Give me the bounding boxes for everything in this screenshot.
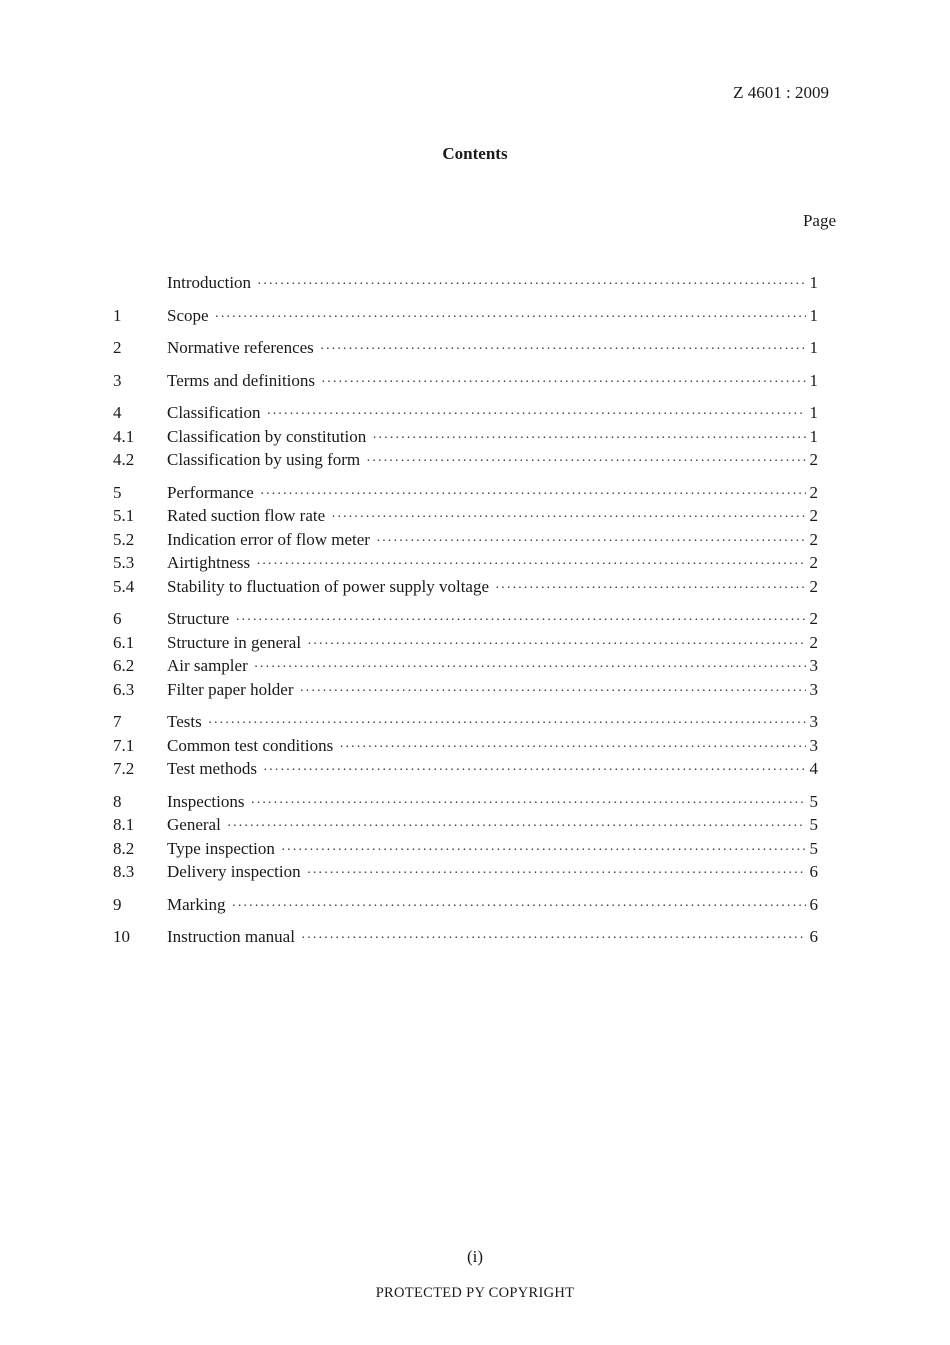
toc-entry-5-3[interactable] [113, 553, 818, 577]
toc-number: 6.2 [113, 656, 135, 675]
toc-leader [321, 375, 806, 391]
toc-number: 2 [113, 338, 122, 357]
toc-leader [281, 843, 806, 859]
toc-number: 8.3 [113, 862, 135, 881]
toc-label: Tests [167, 712, 202, 731]
toc-number: 9 [113, 894, 122, 914]
toc-number: 5.2 [113, 529, 135, 549]
toc-entry-4[interactable] [113, 403, 818, 427]
toc-page: 2 [809, 553, 818, 572]
toc-leader [266, 407, 806, 423]
toc-number: 7.1 [113, 735, 135, 755]
toc-leader [257, 277, 806, 293]
toc-label: Classification by constitution [167, 426, 367, 446]
toc-entry-5-2[interactable] [113, 530, 818, 554]
page-number: (i) [466, 1247, 484, 1266]
toc-leader [320, 342, 806, 358]
toc-page: 4 [809, 759, 818, 778]
toc-page: 3 [809, 656, 818, 675]
toc-label: Structure in general [167, 632, 302, 652]
toc-label: Marking [167, 894, 226, 914]
toc-entry-1[interactable] [113, 306, 818, 330]
toc-label: Introduction [167, 273, 252, 292]
toc-number: 6.1 [113, 632, 135, 652]
toc-entry-10[interactable] [113, 927, 818, 951]
toc-page: 1 [809, 370, 818, 390]
toc-page: 2 [809, 632, 818, 652]
toc-label: Filter paper holder [167, 679, 294, 699]
toc-number: 8 [113, 791, 122, 811]
toc-label: Scope [167, 305, 209, 325]
toc-leader [263, 763, 806, 779]
toc-entry-3[interactable] [113, 371, 818, 395]
toc-entry-6-3[interactable] [113, 680, 818, 704]
toc-page: 6 [809, 927, 818, 946]
toc-leader [254, 660, 806, 676]
toc-entry-7[interactable] [113, 712, 818, 736]
toc-leader [495, 581, 806, 597]
toc-leader [301, 931, 806, 947]
toc-leader [339, 740, 806, 756]
toc-entry-2[interactable] [113, 338, 818, 362]
toc-page: 2 [809, 529, 818, 549]
toc-entry-introduction[interactable] [113, 273, 818, 297]
toc-entry-8-2[interactable] [113, 839, 818, 863]
toc-leader [366, 454, 806, 470]
toc-label: Normative references [167, 338, 314, 357]
toc-entry-5-4[interactable] [113, 577, 818, 601]
toc-page: 5 [809, 815, 818, 834]
toc-number: 5 [113, 482, 122, 502]
toc-label: Delivery inspection [167, 862, 301, 881]
toc-number: 8.1 [113, 815, 135, 834]
toc-entry-4-2[interactable] [113, 450, 818, 474]
toc-label: Classification by using form [167, 450, 361, 469]
page-column-label: Page [802, 211, 836, 230]
document-id: Z 4601 : 2009 [733, 83, 829, 102]
toc-leader [260, 487, 806, 503]
toc-number: 6.3 [113, 679, 135, 699]
toc-page: 2 [809, 482, 818, 502]
toc-label: Classification [167, 403, 261, 422]
toc-page: 6 [809, 894, 818, 914]
toc-entry-6-1[interactable] [113, 633, 818, 657]
toc-label: Terms and definitions [167, 370, 316, 390]
toc-label: Indication error of flow meter [167, 529, 370, 549]
toc-leader [215, 310, 806, 326]
toc-page: 1 [809, 403, 818, 422]
toc-entry-7-2[interactable] [113, 759, 818, 783]
toc-entry-6[interactable] [113, 609, 818, 633]
toc-entry-7-1[interactable] [113, 736, 818, 760]
toc-leader [232, 899, 806, 915]
toc-label: Stability to fluctuation of power supply voltage [167, 576, 490, 596]
toc-page: 1 [809, 273, 818, 292]
toc-label: General [167, 815, 221, 834]
toc-leader [235, 613, 806, 629]
toc-page: 3 [809, 679, 818, 699]
toc-label: Structure [167, 609, 230, 628]
toc-number: 7 [113, 712, 122, 731]
toc-number: 4.1 [113, 426, 135, 446]
toc-label: Performance [167, 482, 254, 502]
toc-page: 6 [809, 862, 818, 881]
toc-page: 5 [809, 791, 818, 811]
toc-number: 3 [113, 370, 122, 390]
toc-number: 5.4 [113, 576, 135, 596]
toc-number: 6 [113, 609, 122, 628]
page-title: Contents [442, 144, 508, 163]
table-of-contents [113, 273, 818, 951]
toc-entry-5[interactable] [113, 483, 818, 507]
toc-entry-8-1[interactable] [113, 815, 818, 839]
toc-entry-8[interactable] [113, 792, 818, 816]
toc-number: 10 [113, 927, 130, 946]
toc-page: 3 [809, 735, 818, 755]
toc-page: 5 [809, 838, 818, 858]
toc-label: Test methods [167, 759, 257, 778]
copyright-footer: PROTECTED PY COPYRIGHT [375, 1285, 575, 1301]
toc-label: Air sampler [167, 656, 248, 675]
toc-leader [372, 431, 806, 447]
toc-leader [208, 716, 806, 732]
toc-entry-4-1[interactable] [113, 427, 818, 451]
toc-label: Common test conditions [167, 735, 334, 755]
toc-label: Type inspection [167, 838, 275, 858]
toc-label: Airtightness [167, 553, 251, 572]
toc-page: 1 [809, 305, 818, 325]
toc-page: 2 [809, 576, 818, 596]
toc-leader [331, 510, 806, 526]
toc-entry-5-1[interactable] [113, 506, 818, 530]
toc-label: Rated suction flow rate [167, 506, 326, 525]
toc-leader [250, 796, 806, 812]
toc-entry-9[interactable] [113, 895, 818, 919]
toc-number: 4.2 [113, 450, 135, 469]
toc-page: 1 [809, 338, 818, 357]
toc-number: 4 [113, 403, 122, 422]
toc-label: Inspections [167, 791, 245, 811]
toc-label: Instruction manual [167, 927, 295, 946]
toc-number: 5.3 [113, 553, 135, 572]
toc-number: 8.2 [113, 838, 135, 858]
toc-leader [227, 819, 806, 835]
toc-page: 3 [809, 712, 818, 731]
toc-page: 1 [809, 426, 818, 446]
toc-leader [376, 534, 806, 550]
toc-number: 1 [113, 305, 122, 325]
toc-page: 2 [809, 450, 818, 469]
toc-page: 2 [809, 609, 818, 628]
toc-leader [256, 557, 806, 573]
toc-entry-6-2[interactable] [113, 656, 818, 680]
toc-number: 7.2 [113, 759, 135, 778]
toc-leader [307, 866, 806, 882]
toc-number: 5.1 [113, 506, 135, 525]
toc-entry-8-3[interactable] [113, 862, 818, 886]
toc-page: 2 [809, 506, 818, 525]
toc-leader [300, 684, 806, 700]
toc-leader [307, 637, 806, 653]
